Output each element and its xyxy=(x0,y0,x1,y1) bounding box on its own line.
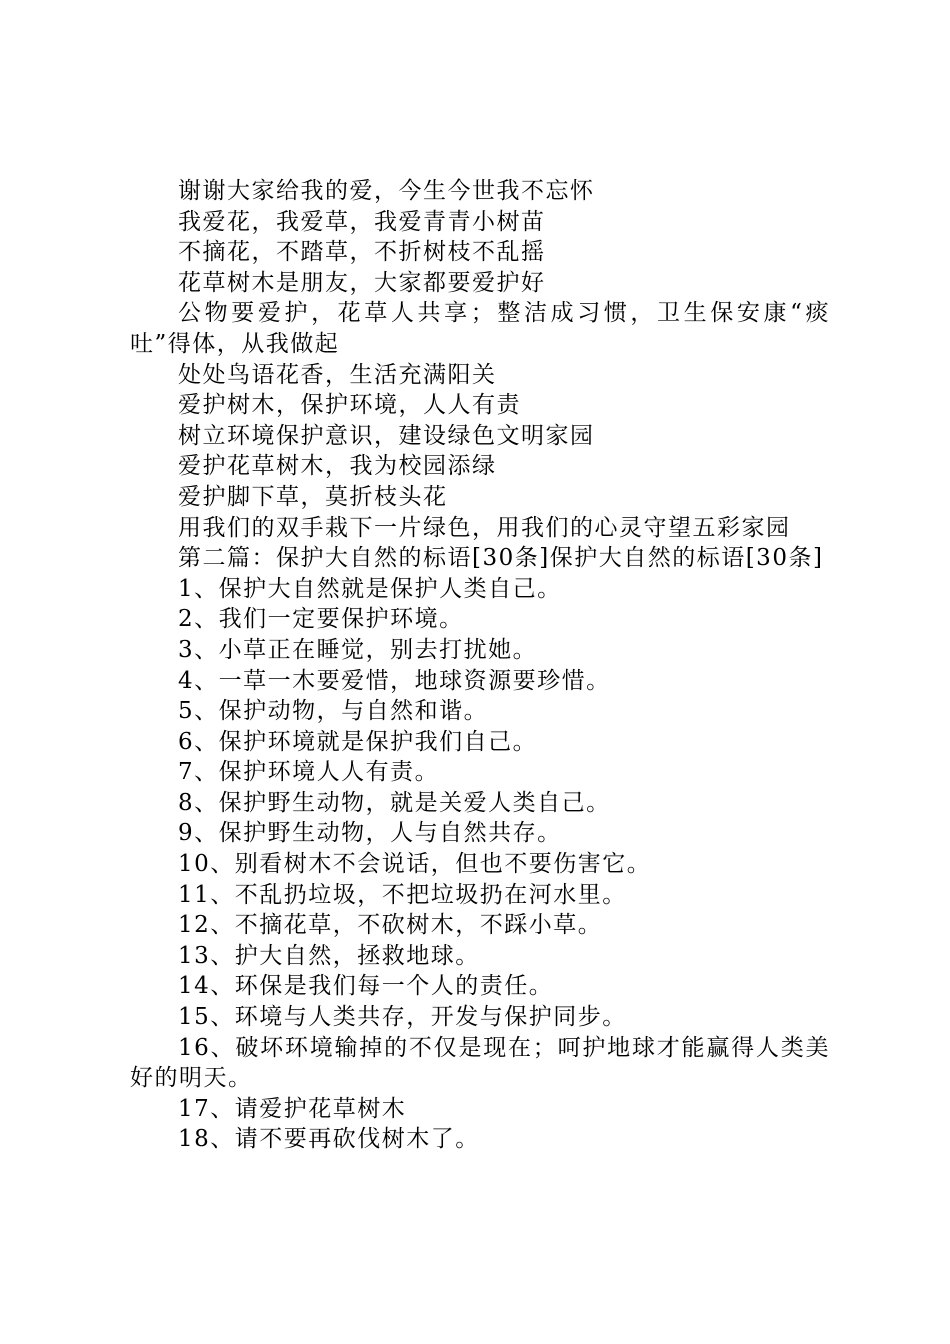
list-item: 1、保护大自然就是保护人类自己。 xyxy=(178,575,562,602)
paragraph: 用我们的双手栽下一片绿色，用我们的心灵守望五彩家园 xyxy=(178,514,791,541)
list-item: 16、破坏环境输掉的不仅是现在；呵护地球才能赢得人类美好的明天。 xyxy=(130,1034,830,1092)
list-item: 14、环保是我们每一个人的责任。 xyxy=(178,973,554,1000)
list-item: 11、不乱扔垃圾，不把垃圾扔在河水里。 xyxy=(178,881,627,908)
paragraph: 我爱花，我爱草，我爱青青小树苗 xyxy=(178,208,546,235)
list-item: 17、请爱护花草树木 xyxy=(178,1095,407,1122)
paragraph: 爱护花草树木，我为校园添绿 xyxy=(178,453,497,480)
paragraph: 公物要爱护，花草人共享；整洁成习惯，卫生保安康“痰吐”得体，从我做起 xyxy=(130,300,830,357)
section-heading: 第二篇：保护大自然的标语[30条]保护大自然的标语[30条] xyxy=(178,545,824,572)
list-item: 9、保护野生动物，人与自然共存。 xyxy=(178,820,562,847)
list-item: 12、不摘花草，不砍树木，不踩小草。 xyxy=(178,912,603,939)
list-item: 8、保护野生动物，就是关爱人类自己。 xyxy=(178,789,611,816)
list-item: 4、一草一木要爱惜，地球资源要珍惜。 xyxy=(178,667,611,694)
list-item: 6、保护环境就是保护我们自己。 xyxy=(178,728,538,755)
list-item: 5、保护动物，与自然和谐。 xyxy=(178,698,489,725)
list-item: 18、请不要再砍伐树木了。 xyxy=(178,1126,480,1153)
paragraph: 谢谢大家给我的爱，今生今世我不忘怀 xyxy=(178,178,595,204)
document-body xyxy=(130,176,830,1155)
paragraph: 树立环境保护意识，建设绿色文明家园 xyxy=(178,422,595,449)
paragraph: 爱护树木，保护环境，人人有责 xyxy=(178,392,521,419)
paragraph: 花草树木是朋友，大家都要爱护好 xyxy=(178,269,546,296)
list-item: 13、护大自然，拯救地球。 xyxy=(178,942,480,969)
list-item: 3、小草正在睡觉，别去打扰她。 xyxy=(178,636,538,663)
list-item: 15、环境与人类共存，开发与保护同步。 xyxy=(178,1004,627,1031)
paragraph: 爱护脚下草，莫折枝头花 xyxy=(178,483,448,510)
paragraph: 处处鸟语花香，生活充满阳关 xyxy=(178,361,497,388)
paragraph: 不摘花，不踏草，不折树枝不乱摇 xyxy=(178,239,546,266)
list-item: 2、我们一定要保护环境。 xyxy=(178,606,464,633)
list-item: 7、保护环境人人有责。 xyxy=(178,759,440,786)
list-item: 10、别看树木不会说话，但也不要伤害它。 xyxy=(178,851,652,878)
